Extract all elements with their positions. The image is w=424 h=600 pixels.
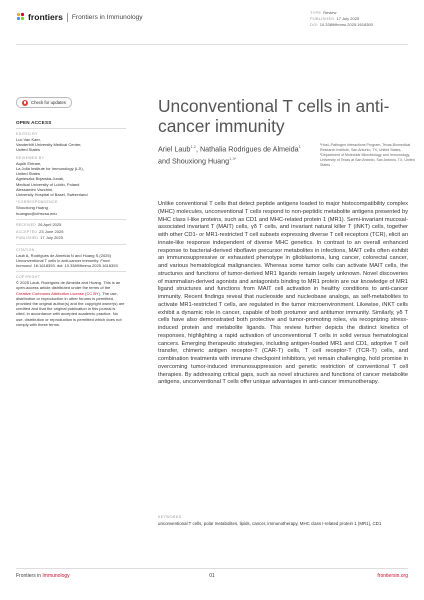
keywords-label: KEYWORDS [158,515,182,519]
received-value: 26 April 2025 [37,222,62,228]
type-value: Review [323,10,337,15]
reviewer-line: United States [16,171,41,177]
footer-divider [16,568,408,569]
type-label: TYPE [310,10,322,15]
article-meta [310,10,373,29]
check-updates-label: Check for updates [31,99,66,105]
correspondence [16,205,126,215]
citation-doi[interactable]: doi: 10.3389/fimmu.2025.1618393 [56,263,118,269]
author-affiliation-mark: 1,3* [229,156,237,162]
reviewed-by [16,161,126,197]
received-label: RECEIVED [16,223,36,228]
frontiers-logo[interactable] [16,12,143,22]
reviewer-line: Alessandro Vacchini, [16,186,54,192]
author-list: Ariel Laub$^{1,2}$, Nathalia Rodrigues de Almeida$^1$ and Shouxiong Huang$^{1,3*}$ [158,144,301,166]
license-link[interactable]: Creative Commons Attribution License (CC BY). [16,290,102,296]
editor-line: Vanderbilt University Medical Center, [16,142,82,148]
footer-journal-suffix: Immunology [42,573,70,579]
reviewed-by-label: REVIEWED BY [16,155,45,160]
copyright-text: © 2025 Laub, Rodrigues de Almeida and Huang. This is an open-access article distributed under the terms of the [16,280,121,291]
citation-text: Laub A, Rodrigues de Almeida N and Huang S (2025) Unconventional T cells in anti-cancer immunity. [16,252,111,264]
editor-line: Luc Van Kaer, [16,137,41,142]
author-name[interactable]: Nathalia Rodrigues de Almeida [199,144,299,154]
author-affiliation-mark: 1,2 [190,144,196,149]
reviewer-line: Agnieszka Bojarska-Junak, [16,176,65,182]
citation [16,253,126,269]
logo-divider [67,13,68,22]
page-number: 01 [209,573,215,579]
author-name[interactable]: Shouxiong Huang [172,156,230,166]
footer-site-link[interactable]: frontiersin.org [377,573,408,579]
accepted-value: 23 June 2025 [39,228,64,234]
brand-name: frontiers [28,12,63,22]
author-affiliation-mark: 1 [298,144,301,149]
check-updates-button[interactable] [16,97,72,108]
correspondence-label: *CORRESPONDENCE [16,200,58,205]
reviewer-line: University Hospital of Basel, Switzerland [16,192,88,198]
corresponding-author: Shouxiong Huang [16,205,48,211]
sidebar-divider [16,128,126,129]
published-label: PUBLISHED [310,16,335,22]
page-header [16,9,408,43]
affiliations [320,143,415,168]
edited-by [16,137,126,153]
citation-volume: 16:1618393. [33,263,56,269]
sidebar [16,97,126,327]
reviewer-line: Medical University of Lublin, Poland [16,181,80,187]
accepted-label: ACCEPTED [16,229,38,234]
editor-line: United States [16,147,41,153]
copyright [16,280,126,327]
header-divider [16,44,408,45]
citation-journal: Front. Immunol. [16,258,111,269]
edited-by-label: EDITED BY [16,131,38,136]
keywords: unconventional T cells, polar metabolites, lipids, cancer, immunotherapy, MHC class I-related protein 1 (MR1), CD1 [158,521,382,526]
abstract: Unlike conventional T cells that detect peptide antigens loaded to major histocompatibility complex (MHC) molecules, unconventional T cells respond to non-peptidic metabolite antigens presented by MHC class I-like proteins, such as CD1 and MHC-related protein 1 (MR1). Semi-invariant mucosal-associated invariant T (MAIT) cells, γδ T cells, and invariant natural killer T (iNKT) cells, together with other CD1- or MR1-restricted T cell subsets expressing diverse T cell receptors (TCR), elicit an innate-like response independent of diverse MHC genetics. In contrast to an overall enhanced response to bacterial-derived riboflavin precursor metabolites in infections, MAIT cells often exhibit an immunosuppressive or exhausted phenotype in glioblastoma, lung cancer, colorectal cancer, and various hematological malignancies. Whereas some tumor cells can activate MAIT cells, the structures and functions of tumor-derived MR1 ligands remain largely unknown. Novel discoveries of mammalian-derived agonists and antagonists binding to MR1 protein are our knowledge of MR1 ligand structures and functions from MAIT cell activation in healthy conditions to anti-cancer immunity. Recent findings reveal that nucleoside and nucleobase analogs, as self-metabolites to activate MR1-restricted T cells, are regulated in the tumor microenvironment. Likewise, iNKT cells exhibit a dynamic role in cancer, capable of both protumor and antitumor immunity. Similarly, γδ T cells have also demonstrated both protective and tumor-promoting roles, via recognizing stress-induced protein and metabolite ligands. This review further depicts the distinct kinetics of responses, highlighting a rapid activation of unconventional T cells in solid versus hematological cancers. Emerging therapeutic strategies, including antigen-loaded MR1 and CD1, adoptive T cell transfer, chimeric antigen receptor-T (CAR-T) cells, T cell receptor-T (TCR-T) cells, and combination treatments with immune checkpoint inhibitors, yet remain challenging, hold promise in overcoming tumor-induced immunosuppression and genetic restriction of conventional T cell therapies. By addressing critical gaps, such as novel structures and functions of cancer metabolite antigens, unconventional T cells offer unique advantages in anti-cancer immunotherapy. [158,201,408,386]
reviewer-line: La Jolla Institute for Immunology (LJI), [16,166,84,172]
author-name[interactable]: Ariel Laub [158,144,191,154]
copyright-label: COPYRIGHT [16,275,41,280]
sidebar-divider [16,219,126,220]
doi-value[interactable]: 10.3389/fimmu.2025.1618393 [319,22,373,28]
footer-journal-prefix: Frontiers in [16,573,42,579]
affiliation-1: ¹Host–Pathogen Interactions Program, Texas Biomedical Research Institute, San Antonio, TX, United States, [320,143,411,152]
corresponding-email[interactable]: huangsx@uthscsa.edu [16,210,57,216]
journal-name: Frontiers in Immunology [71,13,143,21]
sidebar-divider [16,244,126,245]
open-access-label: OPEN ACCESS [16,120,52,125]
frontiers-logo-icon [16,12,26,22]
published-label: PUBLISHED [16,235,39,240]
published-date [16,235,126,241]
citation-label: CITATION [16,247,35,252]
doi-label: DOI [310,22,318,28]
article-title: Unconventional T cells in anti-cancer immunity [158,96,390,136]
published-value: 17 July 2025 [336,16,360,22]
sidebar-divider [16,271,126,272]
affiliation-2: ²Department of Molecular Microbiology and Immunology, University of Texas at San Antonio, San Antonio, TX, United States [320,153,415,167]
reviewer-line: Aquib Ehtram, [16,160,42,166]
copyright-text-cont: The use, distribution or reproduction in other forums is permitted, provided the original author(s) and the copyright owner(s) are credited and that the original publication in this journal is cited, in accordance with accepted academic practice. No use, distribution or reproduction is permitted which does not comply with these terms. [16,290,125,327]
published-value: 17 July 2025 [40,234,63,240]
check-updates-icon [22,100,28,106]
